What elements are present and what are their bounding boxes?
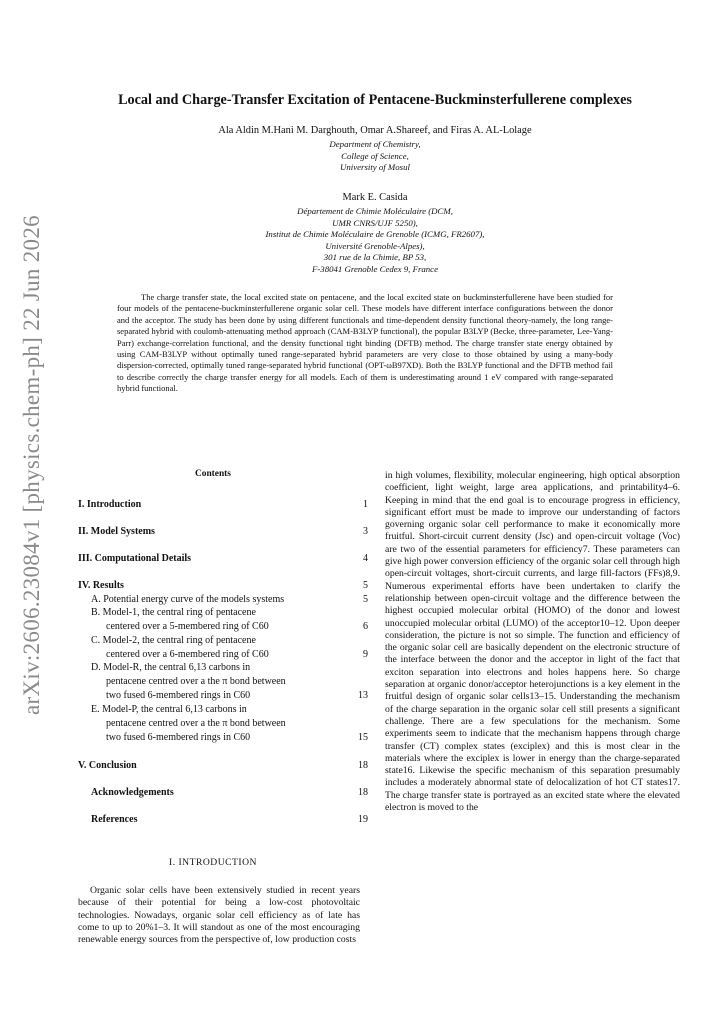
toc-page: 5: [363, 594, 368, 605]
toc-label: D. Model-R, the central 6,13 carbons in: [91, 662, 251, 673]
toc-label: two fused 6-membered rings in C60: [106, 690, 251, 701]
author-list: Ala Aldin M.Hani M. Darghouth, Omar A.Shareef, and Firas A. AL-Lolage: [218, 125, 532, 136]
toc-label: Acknowledgements: [91, 787, 174, 798]
affiliation-line: 301 rue de la Chimie, BP 53,: [323, 252, 427, 263]
affiliation-line: Institut de Chimie Moléculaire de Grenoble (ICMG, FR2607),: [265, 229, 485, 240]
toc-page: 19: [358, 814, 368, 825]
toc-label: IV. Results: [78, 580, 124, 591]
toc-page: 9: [363, 649, 368, 660]
section-heading-introduction: I. INTRODUCTION: [169, 857, 257, 868]
toc-label: centered over a 6-membered ring of C60: [106, 649, 269, 660]
toc-page: 6: [363, 621, 368, 632]
toc-label: E. Model-P, the central 6,13 carbons in: [91, 704, 247, 715]
toc-page: 13: [358, 690, 368, 701]
affiliation-line: College of Science,: [341, 150, 409, 161]
toc-label: II. Model Systems: [78, 526, 155, 537]
toc-label: C. Model-2, the central ring of pentacene: [91, 635, 256, 646]
arxiv-sidebar-stamp: [2, 215, 62, 715]
toc-label: References: [91, 814, 138, 825]
affiliation-line: Department of Chemistry,: [329, 139, 421, 149]
toc-page: 4: [363, 553, 368, 564]
toc-page: 1: [363, 499, 368, 510]
intro-paragraph-left: Organic solar cells have been extensively studied in recent years because of their potential for being a low-cost photovoltaic technologies. Nowadays, organic solar cell efficiency as of late has come to up to 20%1–3. It will standout as one of the most encouraging renewable energy sources from the perspective of, low production costs: [78, 885, 360, 946]
affiliation-1: [70, 139, 680, 174]
abstract: The charge transfer state, the local excited state on pentacene, and the local excited state on buckminsterfullerene have been studied for four models of the pentacene-buckminsterfullerene organic solar cell. These models have different interface configurations between the donor and the acceptor. The study has been done by using different functionals and time-dependent density functional theory-namely, the long range-separated hybrid with coulomb-attenuating method approach (CAM-B3LYP functional), the popular B3LYP (Becke, three-parameter, Lee-Yang-Parr) exchange-correlation functional, and the density functional tight binding (DFTB) method. The charge transfer state energy obtained by using CAM-B3LYP without optimally tuned range-separated hybrid parameters are very close to those obtained by using a many-body dispersion-corrected, optimally tuned range-separated hybrid functional (OPT-ωB97XD). Both the B3LYP functional and the DFTB method fail to describe correctly the charge transfer energy for all models. Each of them is underestimating around 1 eV compared with range-separated hybrid functional.: [117, 292, 613, 394]
contents-heading: Contents: [195, 469, 231, 479]
affiliation-line: Université Grenoble-Alpes),: [325, 240, 425, 251]
toc-label: two fused 6-membered rings in C60: [106, 732, 251, 743]
toc-label: I. Introduction: [78, 499, 142, 510]
toc-page: 5: [363, 580, 368, 591]
affiliation-line: F-38041 Grenoble Cedex 9, France: [312, 263, 438, 274]
toc-label: III. Computational Details: [78, 553, 192, 564]
arxiv-identifier: arXiv:2606.23084v1 [physics.chem-ph] 22 Jun 2026: [19, 215, 44, 715]
affiliation-line: University of Mosul: [340, 162, 410, 173]
toc-label: pentacene centred over a the π bond between: [106, 718, 286, 729]
toc-label: centered over a 5-membered ring of C60: [106, 621, 269, 632]
toc-label: V. Conclusion: [78, 760, 137, 771]
affiliation-2: [70, 206, 680, 276]
paper-title: Local and Charge-Transfer Excitation of Pentacene-Buckminsterfullerene complexes: [118, 92, 632, 108]
affiliation-line: UMR CNRS/UJF 5250),: [332, 217, 418, 228]
toc-page: 3: [363, 526, 368, 537]
second-author: Mark E. Casida: [342, 192, 408, 203]
toc-page: 18: [358, 760, 368, 771]
toc-label: A. Potential energy curve of the models systems: [91, 594, 285, 605]
toc-page: 18: [358, 787, 368, 798]
affiliation-line: Département de Chimie Moléculaire (DCM,: [297, 206, 453, 216]
intro-paragraph-right: in high volumes, flexibility, molecular engineering, high optical absorption coefficient, light weight, large area applications, and printability4–6. Keeping in mind that the end goal is to encourage progress in efficiency, significant effort must be made to improve our understanding of factors governing organic solar cell performance to make it economically more fruitful. Short-circuit current density (Jsc) and open-circuit voltage (Voc) are two of the essential parameters for efficiency7. These parameters can give high power conversion efficiency of the organic solar cell through high open-circuit voltages, short-circuit currents, and large fill-factors (FFs)8,9. Numerous experimental efforts have been undertaken to clarify the relationship between open-circuit voltage and the difference between the highest occupied molecular orbital (HOMO) of the donor and lowest unoccupied molecular orbital (LUMO) of the acceptor10–12. Upon deeper consideration, the picture is not so simple. The function and efficiency of the organic solar cell are basically dependent on the electronic structure of the interface between the donor and the acceptor in light of the fact that exciton separation into electrons and holes happens here. So charge separation at organic donor/acceptor heterojunctions is a key element in the fruitful design of organic solar cells13–15. Understanding the mechanism of the charge separation in the organic solar cell still presents a significant challenge. There are a few speculations for the mechanism. Some experiments seem to indicate that the mechanism happens through charge transfer (CT) complex states (exciplex) and this is most clear in the materials where the exciplex is lower in energy than the charge-separated state16. Likewise the specific mechanism of this separation presumably includes a moderately abnormal state of delocalization of hot CT states17. The charge transfer state is portrayed as an excited state where the elevated electron is moved to the: [385, 470, 680, 814]
toc-page: 15: [358, 732, 368, 743]
toc-label: B. Model-1, the central ring of pentacene: [91, 607, 256, 618]
toc-label: pentacene centred over a the π bond between: [106, 676, 286, 687]
